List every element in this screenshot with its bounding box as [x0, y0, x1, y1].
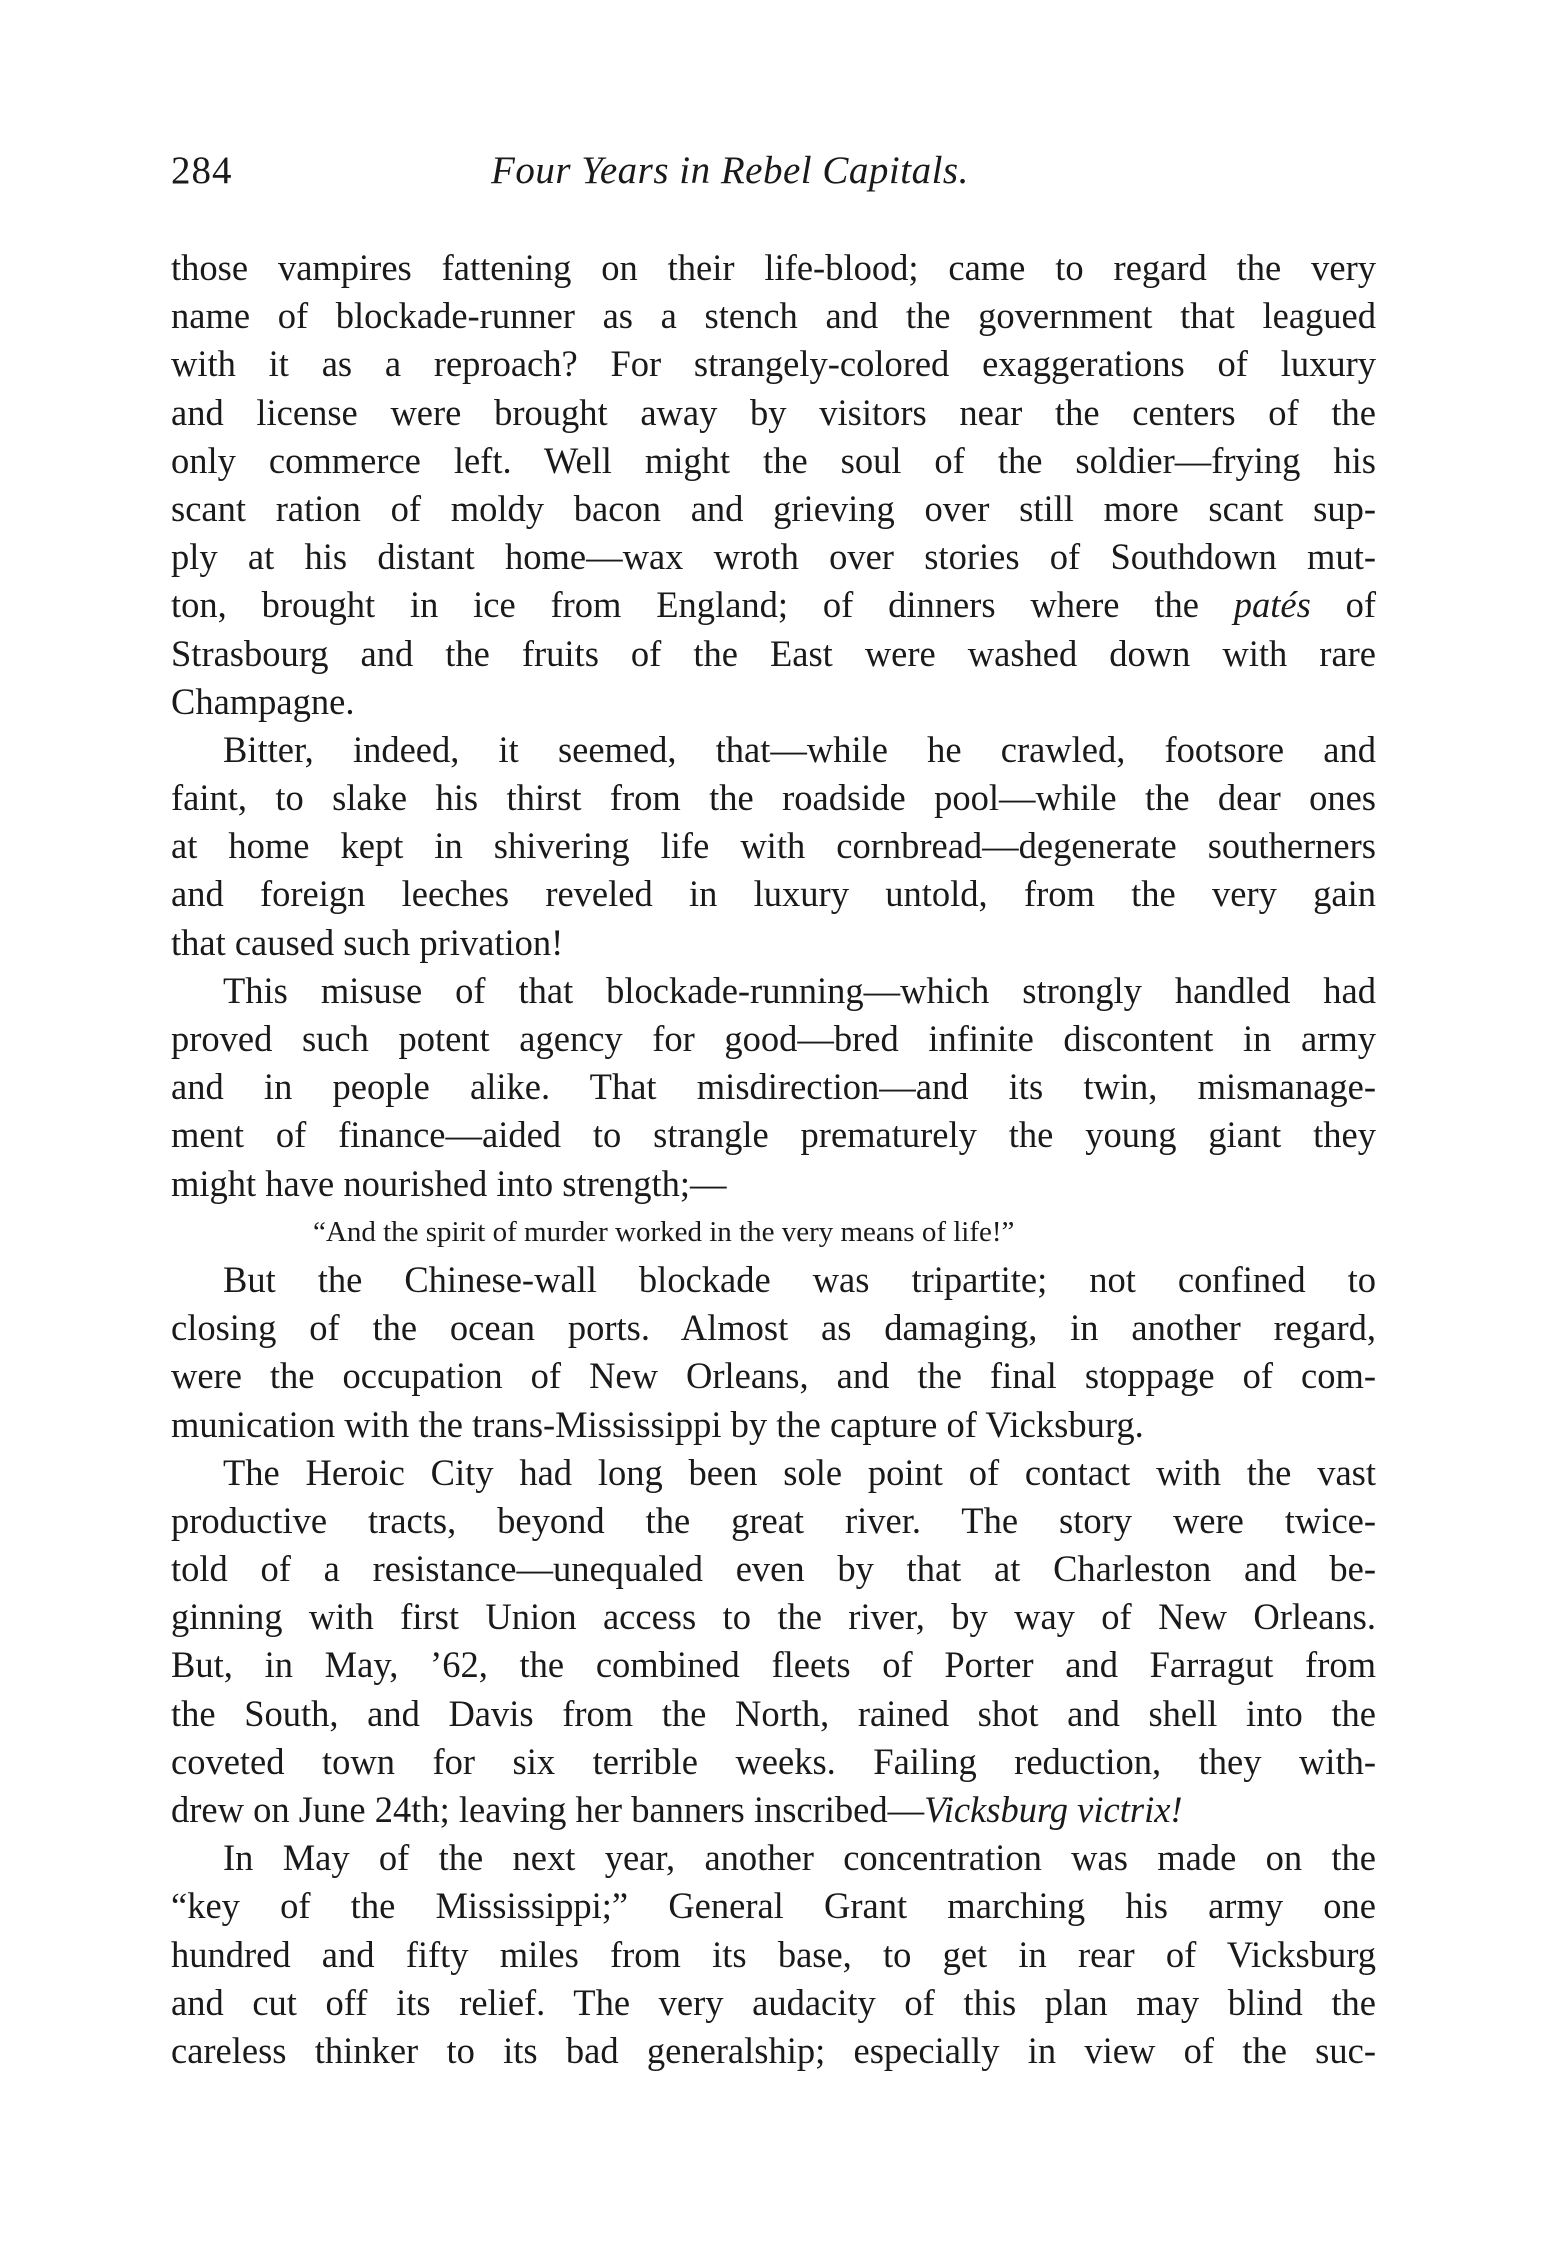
- text-line: scant ration of moldy bacon and grieving over still more scant sup-: [171, 487, 1376, 529]
- text-segment: ton, brought in ice from England; of dinners where the: [171, 584, 1199, 626]
- text-line: might have nourished into strength;—: [171, 1162, 727, 1204]
- page-number: 284: [171, 149, 233, 192]
- text-line: were the occupation of New Orleans, and the final stoppage of com-: [171, 1355, 1376, 1397]
- text-line: Strasbourg and the fruits of the East were washed down with rare: [171, 632, 1376, 674]
- paragraph-start-line: But the Chinese-wall blockade was tripartite; not confined to: [223, 1258, 1376, 1300]
- page-header: [171, 148, 1381, 204]
- block-quote: “And the spirit of murder worked in the very means of life!”: [313, 1215, 1015, 1248]
- running-title: Four Years in Rebel Capitals.: [491, 149, 969, 192]
- text-line: and in people alike. That misdirection—and its twin, mismanage-: [171, 1066, 1376, 1108]
- text-line: proved such potent agency for good—bred infinite discontent in army: [171, 1018, 1376, 1059]
- text-line: at home kept in shivering life with cornbread—degenerate southerners: [171, 825, 1376, 867]
- paragraph-start-line: In May of the next year, another concentration was made on the: [223, 1837, 1376, 1879]
- text-line: told of a resistance—unequaled even by that at Charleston and be-: [171, 1548, 1376, 1590]
- italic-phrase: Vicksburg victrix!: [924, 1789, 1183, 1830]
- text-line: productive tracts, beyond the great river. The story were twice-: [171, 1499, 1376, 1541]
- paragraph-start-line: Bitter, indeed, it seemed, that—while he crawled, footsore and: [223, 728, 1376, 770]
- text-segment: drew on June 24th; leaving her banners inscribed—: [171, 1789, 925, 1830]
- paragraph-start-line: The Heroic City had long been sole point of contact with the vast: [223, 1451, 1376, 1493]
- text-line: Champagne.: [171, 680, 355, 722]
- text-line: those vampires fattening on their life-blood; came to regard the very: [171, 247, 1376, 288]
- italic-word: patés: [1233, 584, 1311, 626]
- text-line: ply at his distant home—wax wroth over stories of Southdown mut-: [171, 536, 1376, 578]
- text-line: But, in May, ’62, the combined fleets of Porter and Farragut from: [171, 1644, 1376, 1686]
- text-line: ment of finance—aided to strangle prematurely the young giant they: [171, 1114, 1376, 1156]
- text-line: closing of the ocean ports. Almost as damaging, in another regard,: [171, 1307, 1376, 1349]
- text-line: and cut off its relief. The very audacity of this plan may blind the: [171, 1981, 1376, 2023]
- text-line: hundred and fifty miles from its base, to get in rear of Vicksburg: [171, 1933, 1376, 1975]
- body-text: [171, 244, 1376, 2075]
- text-segment: of: [1345, 584, 1377, 626]
- text-line: coveted town for six terrible weeks. Failing reduction, they with-: [171, 1740, 1376, 1782]
- paragraph-start-line: This misuse of that blockade-running—which strongly handled had: [223, 969, 1376, 1011]
- text-line: only commerce left. Well might the soul of the soldier—frying his: [171, 439, 1376, 481]
- text-line-mixed: [171, 581, 1376, 629]
- text-line: “key of the Mississippi;” General Grant marching his army one: [171, 1885, 1376, 1927]
- text-line: careless thinker to its bad generalship; especially in view of the suc-: [171, 2029, 1376, 2071]
- text-line: name of blockade-runner as a stench and the government that leagued: [171, 295, 1376, 337]
- text-line: that caused such privation!: [171, 921, 564, 963]
- text-line: munication with the trans-Mississippi by the capture of Vicksburg.: [171, 1403, 1144, 1445]
- text-line: with it as a reproach? For strangely-colored exaggerations of luxury: [171, 343, 1376, 385]
- text-line: ginning with first Union access to the river, by way of New Orleans.: [171, 1596, 1376, 1638]
- text-line: faint, to slake his thirst from the roadside pool—while the dear ones: [171, 777, 1376, 819]
- text-line: and foreign leeches reveled in luxury untold, from the very gain: [171, 873, 1376, 915]
- text-line: and license were brought away by visitors near the centers of the: [171, 391, 1376, 433]
- text-line-mixed: [171, 1786, 1376, 1834]
- text-line: the South, and Davis from the North, rained shot and shell into the: [171, 1692, 1376, 1734]
